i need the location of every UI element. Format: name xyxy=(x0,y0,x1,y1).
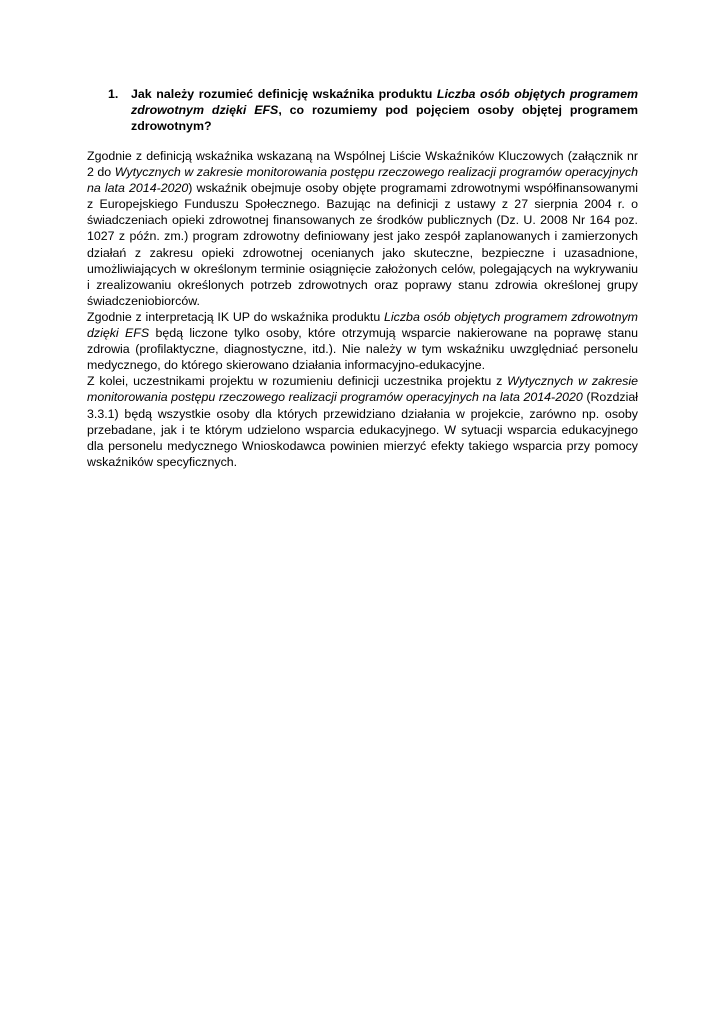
answer-body xyxy=(87,148,638,470)
guidelines-title-2: Wytycznych w zakresie monitorowania postępu rzeczowego realizacji programów operacyjnych na lata 2014-2020 xyxy=(87,374,638,405)
question-heading xyxy=(108,86,638,134)
paragraph-definition-start: Zgodnie z definicją wskaźnika wskazaną na Wspólnej Liście Wskaźników Kluczowych (załącznik nr 2 do xyxy=(87,149,638,180)
paragraph-interpretation-start: Zgodnie z interpretacją IK UP do wskaźnika produktu xyxy=(87,309,385,324)
question-text-end: , co rozumiemy pod pojęciem osoby objętej programem zdrowotnym? xyxy=(131,103,638,134)
paragraph-participants-start: Z kolei, uczestnikami projektu w rozumieniu definicji uczestnika projektu z xyxy=(87,374,508,389)
paragraph-definition-rest: ) wskaźnik obejmuje osoby objęte programami zdrowotnymi współfinansowanymi z Europejskiego Funduszu Społecznego. Bazując na definicji z ustawy z 27 sierpnia 2004 r. o świadczeniach opieki zdrowotnej finansowanych ze środków publicznych (Dz. U. 2008 Nr 164 poz. 1027 z późn. zm.) program zdrowotny definiowany jest jako zespół zaplanowanych i zamierzonych działań z zakresu opieki zdrowotnej ocenianych jako skuteczne, bezpieczne i uzasadnione, umożliwiających w określonym terminie osiągnięcie założonych celów, polegających na wykrywaniu i zrealizowaniu określonych potrzeb zdrowotnych oraz poprawy stanu zdrowia określonej grupy świadczeniobiorców. xyxy=(87,181,638,308)
paragraph-participants xyxy=(87,373,638,470)
paragraph-participants-rest: (Rozdział 3.3.1) będą wszystkie osoby dla których przewidziano działania w projekcie, zarówno np. osoby przebadane, jak i te którym udzielono wsparcia edukacyjnego. W sytuacji wsparcia edukacyjnego dla personelu medycznego Wnioskodawca powinien mierzyć efekty takiego wsparcia przy pomocy wskaźników specyficznych. xyxy=(87,390,639,469)
question-text xyxy=(131,86,638,134)
question-number: 1. xyxy=(108,87,119,101)
paragraph-interpretation-rest: będą liczone tylko osoby, które otrzymują wsparcie nakierowane na poprawę stanu zdrowia (profilaktyczne, diagnostyczne, itd.). Nie należy w tym wskaźniku uwzględniać personelu medycznego, do którego skierowano działania informacyjno-edukacyjne. xyxy=(87,326,638,373)
paragraph-definition xyxy=(87,148,638,309)
question-indicator-name: Liczba osób objętych programem zdrowotnym dzięki EFS xyxy=(131,87,638,118)
indicator-name: Liczba osób objętych programem zdrowotnym dzięki EFS xyxy=(87,309,638,341)
guidelines-title: Wytycznych w zakresie monitorowania postępu rzeczowego realizacji programów operacyjnych na lata 2014-2020 xyxy=(87,165,638,196)
question-text-start: Jak należy rozumieć definicję wskaźnika produktu xyxy=(131,87,437,101)
paragraph-interpretation xyxy=(87,309,638,373)
